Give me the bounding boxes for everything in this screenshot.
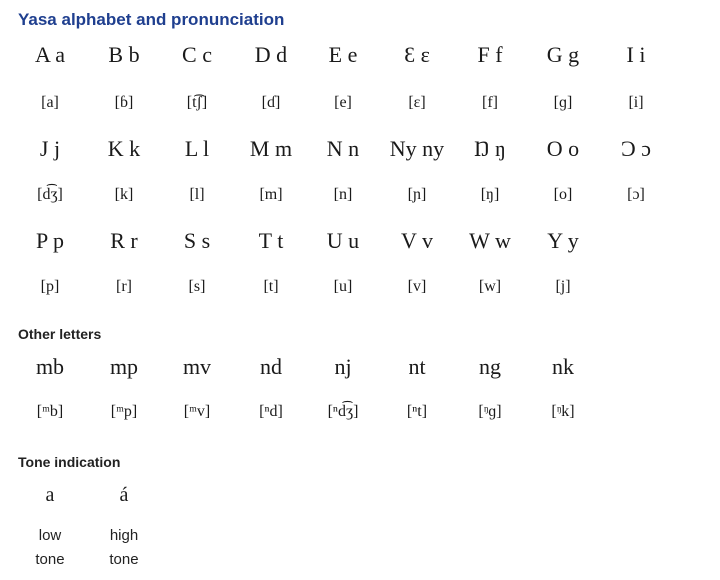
alphabet-letter: B b (108, 42, 140, 67)
alphabet-ipa: [t] (263, 278, 279, 295)
digraph-letter: nd (260, 354, 282, 379)
alphabet-ipa: [o] (553, 186, 573, 203)
tone-label-line2: tone (109, 551, 139, 568)
alphabet-letter: L l (184, 136, 210, 161)
alphabet-ipa: [t͡ʃ] (186, 94, 208, 111)
alphabet-ipa: [e] (334, 94, 352, 111)
alphabet-ipa: [n] (333, 186, 353, 203)
digraph-letter: nk (552, 354, 574, 379)
alphabet-letter: D d (254, 42, 288, 67)
alphabet-letter: U u (326, 228, 360, 253)
alphabet-letter: E e (328, 42, 358, 67)
alphabet-ipa: [ɲ] (407, 186, 427, 203)
digraph-letter: nt (408, 354, 426, 379)
tone-label-line1: high (109, 527, 139, 544)
digraph-letter: mv (182, 354, 212, 379)
digraph-letter: mp (109, 354, 139, 379)
alphabet-letter: A a (35, 42, 65, 67)
alphabet-letter: N n (326, 136, 360, 161)
alphabet-ipa: [ɡ] (553, 94, 573, 111)
digraph-ipa: [ⁿd͡ʒ] (327, 403, 359, 420)
digraph-ipa: [ᵐb] (36, 403, 64, 420)
digraph-ipa: [ᵑk] (551, 403, 575, 420)
alphabet-letter: W w (469, 228, 511, 253)
alphabet-letter: J j (39, 136, 61, 161)
alphabet-ipa: [d͡ʒ] (37, 186, 63, 203)
alphabet-letter: S s (183, 228, 211, 253)
alphabet-letter: M m (249, 136, 293, 161)
alphabet-ipa: [u] (333, 278, 353, 295)
alphabet-letter: C c (182, 42, 212, 67)
other-letters-heading: Other letters (18, 326, 102, 342)
alphabet-letter: O o (546, 136, 580, 161)
alphabet-ipa: [s] (188, 278, 206, 295)
alphabet-letter: G g (546, 42, 580, 67)
alphabet-letter: Ny ny (389, 136, 445, 161)
alphabet-letter: Ŋ ŋ (474, 136, 506, 161)
alphabet-letter: I i (626, 42, 646, 67)
alphabet-ipa: [ɗ] (261, 94, 281, 111)
alphabet-ipa: [w] (478, 278, 502, 295)
alphabet-letter: Ɔ ɔ (621, 136, 651, 161)
alphabet-ipa: [ɔ] (627, 186, 645, 203)
alphabet-ipa: [a] (41, 94, 59, 111)
tone-label-line1: low (38, 527, 62, 544)
alphabet-ipa: [ɓ] (114, 94, 134, 111)
digraph-ipa: [ᵑɡ] (478, 403, 502, 420)
alphabet-ipa: [p] (40, 278, 60, 295)
alphabet-letter: T t (258, 228, 284, 253)
alphabet-letter: Y y (547, 228, 579, 253)
digraph-letter: mb (35, 354, 65, 379)
alphabet-ipa: [k] (114, 186, 134, 203)
alphabet-ipa: [j] (555, 278, 571, 295)
tone-letter: á (119, 484, 129, 506)
digraph-ipa: [ᵐv] (183, 403, 211, 420)
alphabet-letter: Ɛ ɛ (404, 42, 430, 67)
tone-label-line2: tone (35, 551, 65, 568)
alphabet-ipa: [f] (482, 94, 498, 111)
tone-letter: a (45, 484, 55, 506)
alphabet-ipa: [ŋ] (480, 186, 500, 203)
alphabet-letter: V v (401, 228, 433, 253)
digraph-ipa: [ᵐp] (110, 403, 138, 420)
alphabet-letter: R r (110, 228, 138, 253)
tone-indication-heading: Tone indication (18, 454, 121, 470)
alphabet-ipa: [m] (259, 186, 283, 203)
alphabet-ipa: [ɛ] (408, 94, 426, 111)
alphabet-letter: F f (477, 42, 503, 67)
digraph-ipa: [ⁿd] (259, 403, 283, 420)
digraph-ipa: [ⁿt] (406, 403, 428, 420)
alphabet-ipa: [v] (407, 278, 427, 295)
alphabet-letter: P p (36, 228, 64, 253)
alphabet-letter: K k (107, 136, 141, 161)
digraph-letter: ng (479, 354, 501, 379)
alphabet-ipa: [r] (116, 278, 132, 295)
digraph-letter: nj (334, 354, 352, 379)
alphabet-ipa: [l] (189, 186, 205, 203)
alphabet-ipa: [i] (628, 94, 644, 111)
page-title: Yasa alphabet and pronunciation (18, 10, 285, 29)
